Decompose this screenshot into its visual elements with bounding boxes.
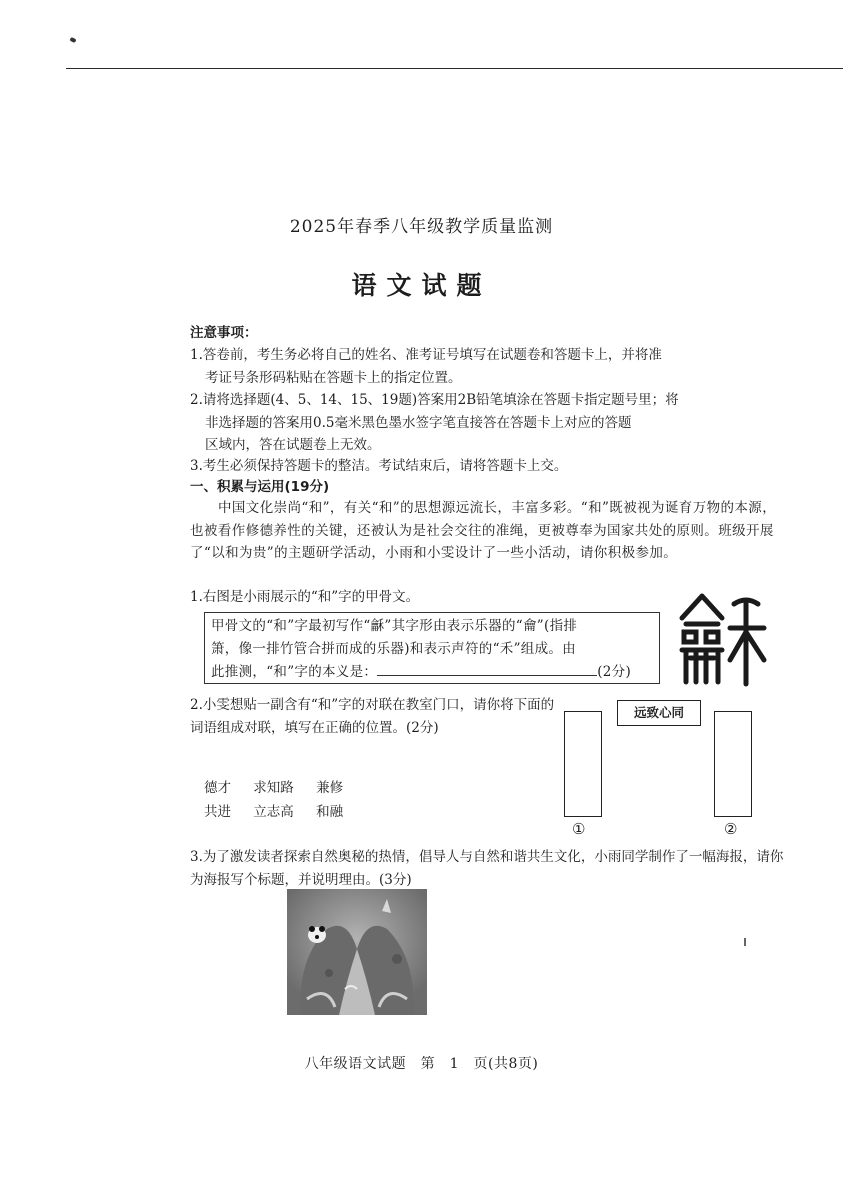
question-1-prompt: 1.右图是小雨展示的“和”字的甲骨文。 xyxy=(190,589,420,605)
page-top-rule xyxy=(66,68,843,69)
word: 和融 xyxy=(316,804,344,820)
note-line: 区域内，答在试题卷上无效。 xyxy=(205,437,381,453)
note-item-3 xyxy=(190,455,780,478)
note-line: 3.考生必须保持答题卡的整洁。考试结束后，请将答题卡上交。 xyxy=(190,458,568,474)
section-title: 一、积累与运用(19分) xyxy=(190,479,330,495)
word: 德才 xyxy=(204,780,231,796)
note-line: 考证号条形码粘贴在答题卡上的指定位置。 xyxy=(205,369,462,386)
word: 立志高 xyxy=(253,804,294,820)
couplet-word-bank xyxy=(204,776,361,824)
word-row xyxy=(204,800,361,824)
note-item-2 xyxy=(190,389,780,457)
scan-speck xyxy=(744,938,746,946)
q1-box-line: 甲骨文的“和”字最初写作“龢”其字形由表示乐器的“龠”(指排 xyxy=(211,618,578,634)
page-footer: 八年级语文试题 第 1 页(共8页) xyxy=(304,1056,539,1072)
note-line: 非选择题的答案用0.5毫米黑色墨水签字笔直接答在答题卡上对应的答题 xyxy=(205,414,632,431)
q1-box-line: 箫，像一排竹管合拼而成的乐器)和表示声符的“禾”组成。由 xyxy=(211,640,576,657)
couplet-horizontal-scroll: 远致心同 xyxy=(617,700,701,726)
oracle-bone-he-glyph-image xyxy=(672,588,772,688)
word: 共进 xyxy=(204,804,231,820)
word: 兼修 xyxy=(316,780,344,796)
couplet-marker-2: ② xyxy=(724,820,738,838)
word: 求知路 xyxy=(253,780,294,796)
q1-box-line: 此推测，“和”字的本义是： xyxy=(211,664,378,680)
score-label: (2分) xyxy=(597,664,632,680)
section-intro: 中国文化崇尚“和”，有关“和”的思想源远流长，丰富多彩。“和”既被视为诞育万物的本源，也被看作修德养性的关键，还被认为是社会交往的准绳，更被尊奉为国家共处的原则。班级开展了“以和为贵”的主题研学活动，小雨和小雯设计了一些小活动，请你积极参加。 xyxy=(190,500,777,561)
couplet-right-blank[interactable] xyxy=(714,711,752,817)
question-2-prompt: 2.小雯想贴一副含有“和”字的对联在教室门口，请你将下面的词语组成对联，填写在正确的位置。(2分) xyxy=(190,697,555,736)
nature-poster-image xyxy=(287,889,427,1015)
word-row xyxy=(204,776,361,800)
answer-blank[interactable] xyxy=(377,660,597,676)
q1-box-line-3 xyxy=(211,660,653,684)
question-1-box xyxy=(204,612,660,684)
question-3-prompt: 3.为了激发读者探索自然奥秘的热情，倡导人与自然和谐共生文化，小雨同学制作了一幅海报，请你为海报写个标题，并说明理由。(3分) xyxy=(190,849,784,888)
couplet-marker-1: ① xyxy=(572,820,586,838)
couplet-left-blank[interactable] xyxy=(564,711,602,817)
exam-title: 2025年春季八年级教学质量监测 xyxy=(289,217,554,237)
scan-speck xyxy=(69,37,76,43)
note-line: 2.请将选择题(4、5、14、15、19题)答案用2B铅笔填涂在答题卡指定题号里；将 xyxy=(190,392,679,408)
note-line: 1.答卷前，考生务必将自己的姓名、准考证号填写在试题卷和答题卡上，并将准 xyxy=(190,347,662,363)
notes-title: 注意事项： xyxy=(190,325,258,341)
note-item-1 xyxy=(190,344,780,389)
subject-title: 语文试题 xyxy=(351,271,492,300)
